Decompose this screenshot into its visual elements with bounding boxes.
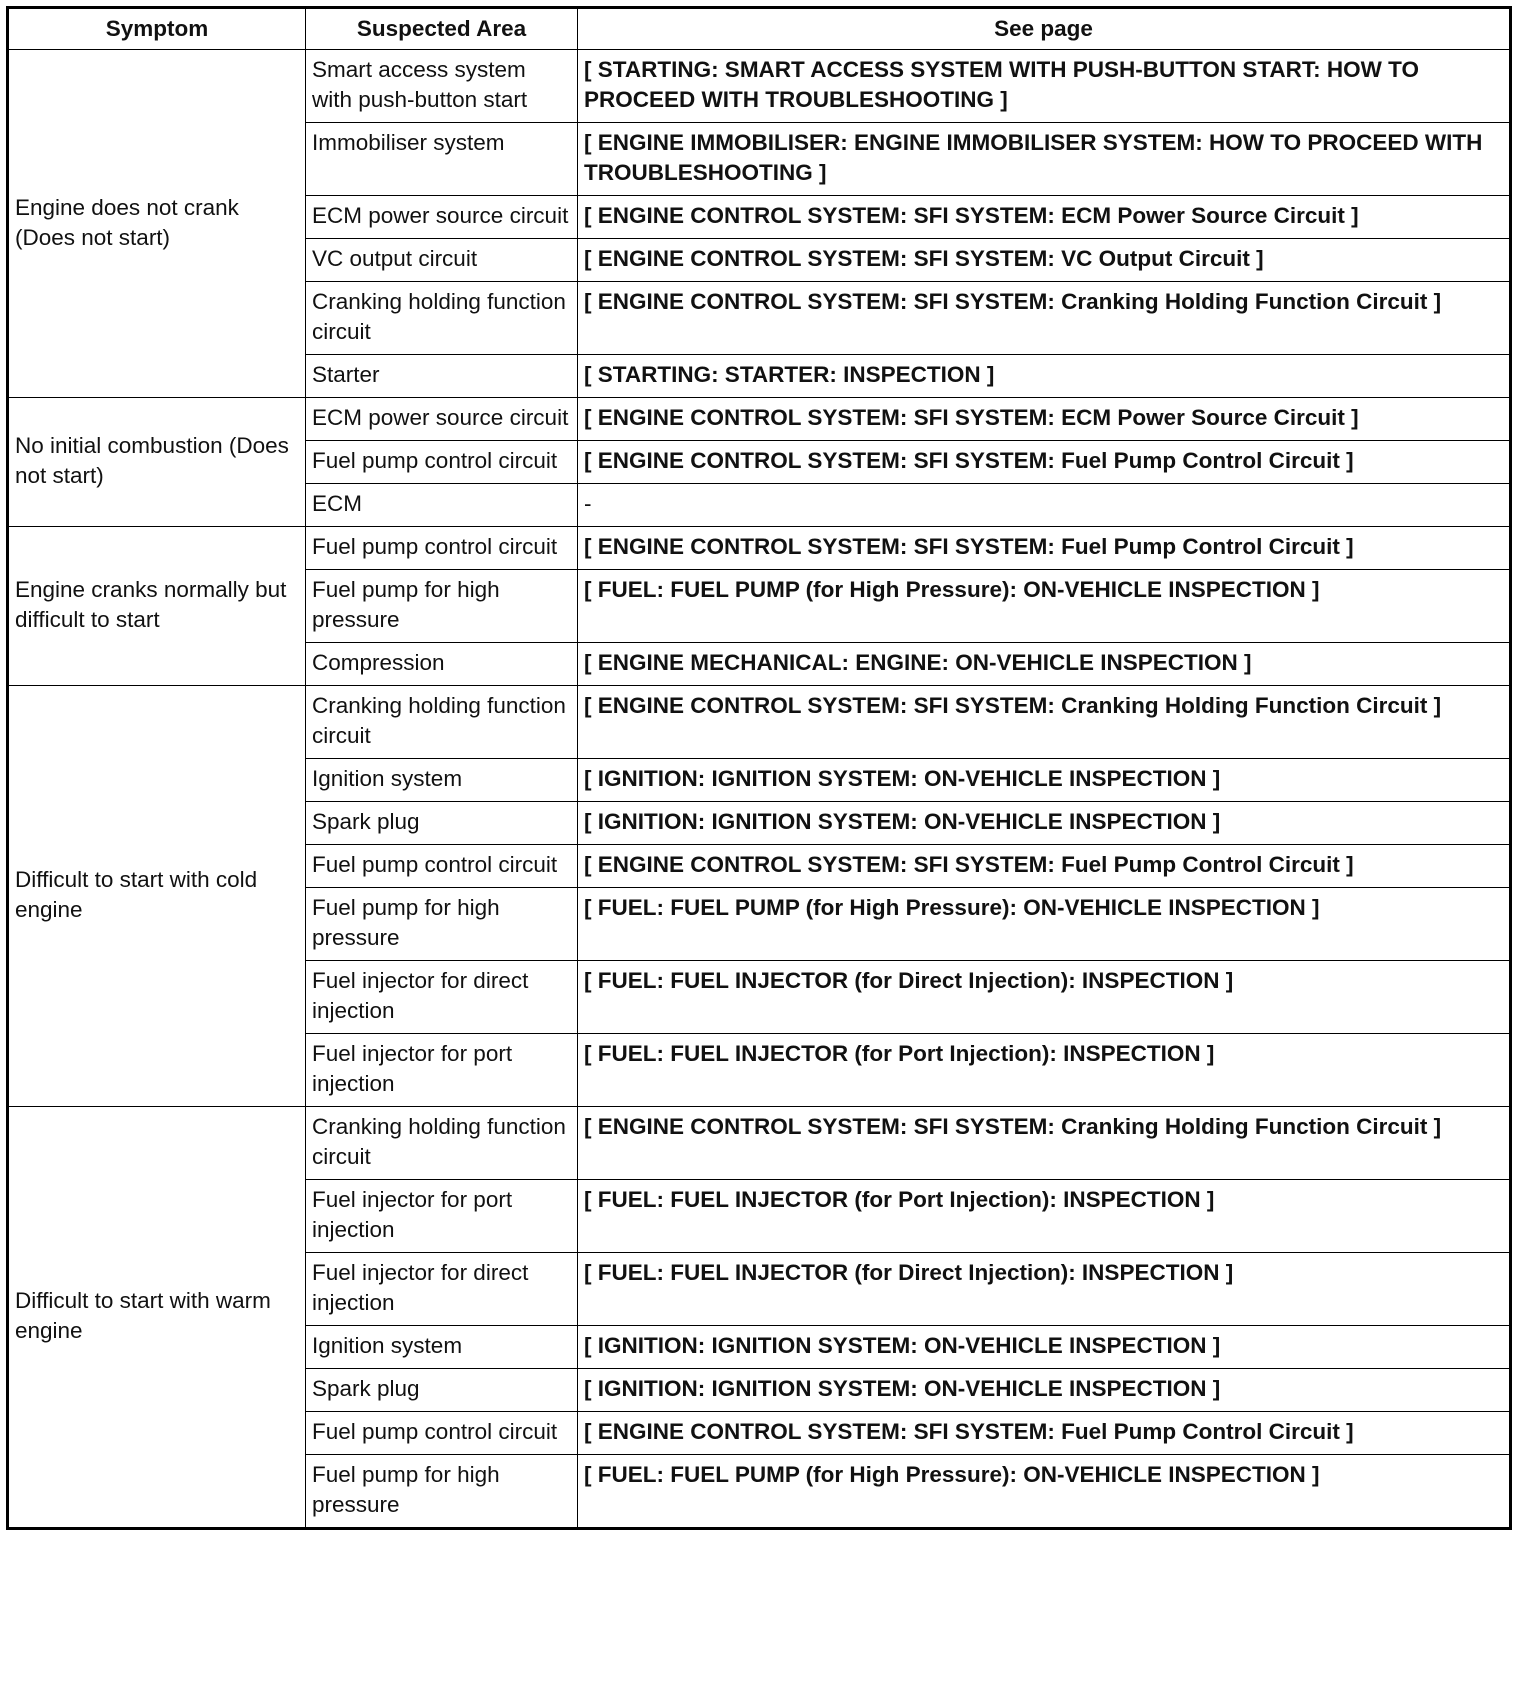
table-row bbox=[8, 686, 1511, 759]
suspected-area-cell: Compression bbox=[306, 643, 578, 686]
see-page-link[interactable]: [ STARTING: STARTER: INSPECTION ] bbox=[578, 355, 1511, 398]
suspected-area-cell: Fuel pump for high pressure bbox=[306, 1455, 578, 1529]
see-page-link[interactable]: [ ENGINE CONTROL SYSTEM: SFI SYSTEM: Cranking Holding Function Circuit ] bbox=[578, 686, 1511, 759]
see-page-link[interactable]: [ FUEL: FUEL INJECTOR (for Port Injection): INSPECTION ] bbox=[578, 1034, 1511, 1107]
header-see-page: See page bbox=[578, 8, 1511, 50]
suspected-area-cell: Smart access system with push-button start bbox=[306, 50, 578, 123]
see-page-link[interactable]: [ ENGINE CONTROL SYSTEM: SFI SYSTEM: ECM Power Source Circuit ] bbox=[578, 398, 1511, 441]
see-page-link: - bbox=[578, 484, 1511, 527]
suspected-area-cell: Spark plug bbox=[306, 1369, 578, 1412]
see-page-link[interactable]: [ ENGINE CONTROL SYSTEM: SFI SYSTEM: Cranking Holding Function Circuit ] bbox=[578, 1107, 1511, 1180]
header-symptom: Symptom bbox=[8, 8, 306, 50]
see-page-link[interactable]: [ ENGINE CONTROL SYSTEM: SFI SYSTEM: Fuel Pump Control Circuit ] bbox=[578, 527, 1511, 570]
see-page-link[interactable]: [ IGNITION: IGNITION SYSTEM: ON-VEHICLE INSPECTION ] bbox=[578, 1369, 1511, 1412]
table-row bbox=[8, 1107, 1511, 1180]
see-page-link[interactable]: [ FUEL: FUEL INJECTOR (for Port Injection): INSPECTION ] bbox=[578, 1180, 1511, 1253]
header-row bbox=[8, 8, 1511, 50]
suspected-area-cell: ECM bbox=[306, 484, 578, 527]
suspected-area-cell: Fuel pump control circuit bbox=[306, 441, 578, 484]
see-page-link[interactable]: [ FUEL: FUEL PUMP (for High Pressure): ON-VEHICLE INSPECTION ] bbox=[578, 570, 1511, 643]
see-page-link[interactable]: [ ENGINE CONTROL SYSTEM: SFI SYSTEM: Fuel Pump Control Circuit ] bbox=[578, 845, 1511, 888]
suspected-area-cell: Starter bbox=[306, 355, 578, 398]
suspected-area-cell: Ignition system bbox=[306, 1326, 578, 1369]
suspected-area-cell: ECM power source circuit bbox=[306, 196, 578, 239]
suspected-area-cell: ECM power source circuit bbox=[306, 398, 578, 441]
see-page-link[interactable]: [ FUEL: FUEL INJECTOR (for Direct Injection): INSPECTION ] bbox=[578, 961, 1511, 1034]
see-page-link[interactable]: [ IGNITION: IGNITION SYSTEM: ON-VEHICLE INSPECTION ] bbox=[578, 1326, 1511, 1369]
see-page-link[interactable]: [ IGNITION: IGNITION SYSTEM: ON-VEHICLE INSPECTION ] bbox=[578, 759, 1511, 802]
suspected-area-cell: Fuel injector for direct injection bbox=[306, 1253, 578, 1326]
symptom-cell: Engine does not crank (Does not start) bbox=[8, 50, 306, 398]
see-page-link[interactable]: [ FUEL: FUEL INJECTOR (for Direct Injection): INSPECTION ] bbox=[578, 1253, 1511, 1326]
header-suspected-area: Suspected Area bbox=[306, 8, 578, 50]
troubleshooting-table bbox=[6, 6, 1512, 1530]
suspected-area-cell: Fuel pump for high pressure bbox=[306, 570, 578, 643]
suspected-area-cell: Fuel injector for direct injection bbox=[306, 961, 578, 1034]
suspected-area-cell: Cranking holding function circuit bbox=[306, 686, 578, 759]
table-row bbox=[8, 527, 1511, 570]
see-page-link[interactable]: [ ENGINE CONTROL SYSTEM: SFI SYSTEM: Cranking Holding Function Circuit ] bbox=[578, 282, 1511, 355]
suspected-area-cell: Spark plug bbox=[306, 802, 578, 845]
suspected-area-cell: Fuel injector for port injection bbox=[306, 1034, 578, 1107]
see-page-link[interactable]: [ ENGINE CONTROL SYSTEM: SFI SYSTEM: ECM Power Source Circuit ] bbox=[578, 196, 1511, 239]
symptom-cell: Difficult to start with cold engine bbox=[8, 686, 306, 1107]
see-page-link[interactable]: [ ENGINE IMMOBILISER: ENGINE IMMOBILISER SYSTEM: HOW TO PROCEED WITH TROUBLESHOOTING ] bbox=[578, 123, 1511, 196]
see-page-link[interactable]: [ ENGINE CONTROL SYSTEM: SFI SYSTEM: VC Output Circuit ] bbox=[578, 239, 1511, 282]
suspected-area-cell: Cranking holding function circuit bbox=[306, 1107, 578, 1180]
see-page-link[interactable]: [ FUEL: FUEL PUMP (for High Pressure): ON-VEHICLE INSPECTION ] bbox=[578, 1455, 1511, 1529]
suspected-area-cell: VC output circuit bbox=[306, 239, 578, 282]
suspected-area-cell: Immobiliser system bbox=[306, 123, 578, 196]
see-page-link[interactable]: [ IGNITION: IGNITION SYSTEM: ON-VEHICLE INSPECTION ] bbox=[578, 802, 1511, 845]
suspected-area-cell: Cranking holding function circuit bbox=[306, 282, 578, 355]
suspected-area-cell: Fuel injector for port injection bbox=[306, 1180, 578, 1253]
table-row bbox=[8, 50, 1511, 123]
suspected-area-cell: Fuel pump control circuit bbox=[306, 1412, 578, 1455]
suspected-area-cell: Fuel pump control circuit bbox=[306, 845, 578, 888]
suspected-area-cell: Fuel pump for high pressure bbox=[306, 888, 578, 961]
see-page-link[interactable]: [ STARTING: SMART ACCESS SYSTEM WITH PUSH-BUTTON START: HOW TO PROCEED WITH TROUBLESHOOTING ] bbox=[578, 50, 1511, 123]
see-page-link[interactable]: [ ENGINE CONTROL SYSTEM: SFI SYSTEM: Fuel Pump Control Circuit ] bbox=[578, 441, 1511, 484]
symptom-cell: Difficult to start with warm engine bbox=[8, 1107, 306, 1529]
table-row bbox=[8, 398, 1511, 441]
suspected-area-cell: Ignition system bbox=[306, 759, 578, 802]
symptom-cell: Engine cranks normally but difficult to start bbox=[8, 527, 306, 686]
suspected-area-cell: Fuel pump control circuit bbox=[306, 527, 578, 570]
table-body bbox=[8, 50, 1511, 1529]
symptom-cell: No initial combustion (Does not start) bbox=[8, 398, 306, 527]
see-page-link[interactable]: [ FUEL: FUEL PUMP (for High Pressure): ON-VEHICLE INSPECTION ] bbox=[578, 888, 1511, 961]
see-page-link[interactable]: [ ENGINE MECHANICAL: ENGINE: ON-VEHICLE INSPECTION ] bbox=[578, 643, 1511, 686]
see-page-link[interactable]: [ ENGINE CONTROL SYSTEM: SFI SYSTEM: Fuel Pump Control Circuit ] bbox=[578, 1412, 1511, 1455]
